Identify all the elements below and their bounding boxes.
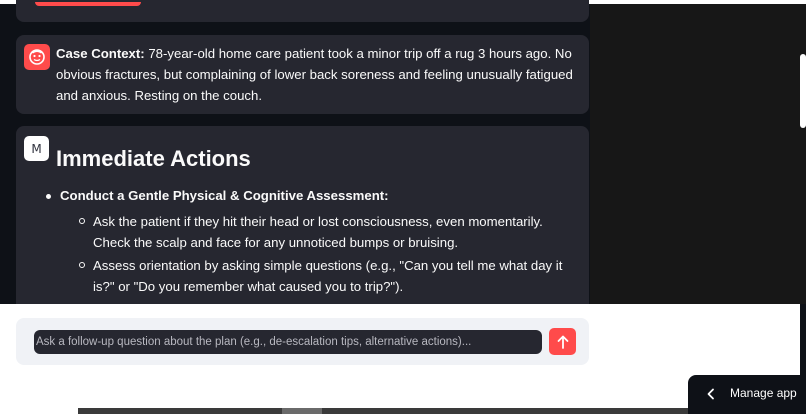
chat-message-context [16,35,589,114]
context-label: Case Context: [56,46,145,61]
actions-heading: Immediate Actions [56,146,251,171]
send-button[interactable] [549,328,576,355]
context-body: 78-year-old home care patient took a minor trip off a rug 3 hours ago. No obvious fractures, but complaining of lower back soreness and feeling unusually fatigued and anxious. Resting on the couch. [56,46,573,103]
chat-input-bar [16,318,589,365]
chat-input[interactable] [34,330,542,354]
assistant-avatar: M [24,136,49,161]
sub-item-head-check: Ask the patient if they hit their head or lost consciousness, even momentarily. Check the scalp and face for any unnoticed bumps or bruising. [93,211,583,253]
manage-app-button[interactable] [688,375,806,414]
previous-button-tail[interactable] [35,2,141,6]
chat-message-assistant [16,126,589,326]
user-avatar [24,44,50,70]
bullet-title: Conduct a Gentle Physical & Cognitive Assessment: [60,188,389,203]
context-text [56,43,576,106]
bottom-edge-dark [78,408,688,414]
chat-input-area [0,304,800,406]
user-face-icon [28,48,46,66]
manage-app-label: Manage app [730,386,797,400]
arrow-up-icon [557,335,569,349]
chevron-left-icon [706,388,716,400]
sub-item-orientation: Assess orientation by asking simple questions (e.g., "Can you tell me what day it is?" or "Do you remember what caused you to trip?"). [93,255,583,297]
scrollbar[interactable] [800,54,806,128]
bottom-edge-mark [282,408,322,414]
right-panel [590,4,806,304]
